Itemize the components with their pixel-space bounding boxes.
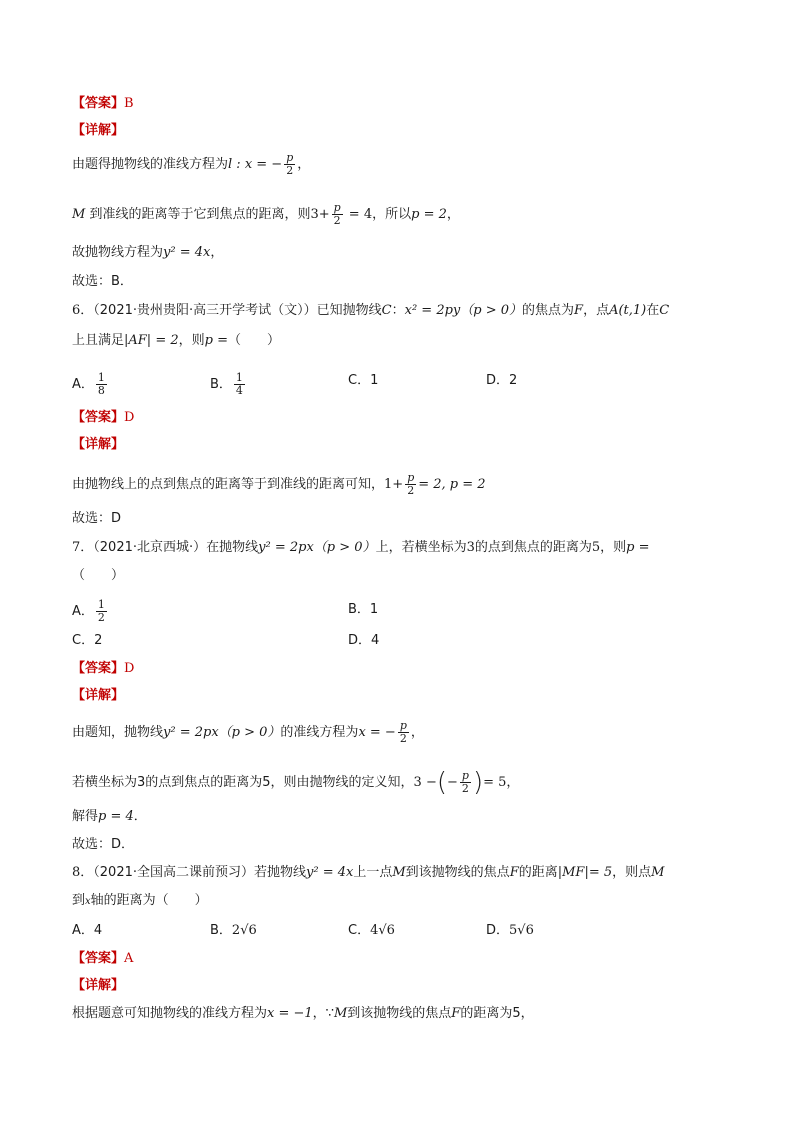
q7-detail-line-3: 解得p = 4． bbox=[72, 809, 147, 824]
q7-detail-line-2: 若横坐标为3的点到焦点的距离为5，则由抛物线的定义知，3 −(− $\frac{p}{2}$ )= 5， bbox=[72, 767, 520, 798]
q8-detail-heading bbox=[72, 977, 124, 995]
fraction: $\frac{p}{2}$ bbox=[286, 151, 294, 177]
q7-stem-line-1: 7．（2021·北京西城·）在抛物线y² = 2px（p > 0）上，若横坐标为3的点到焦点的距离为5，则p = bbox=[72, 540, 650, 555]
answer-label: 【答案】 bbox=[72, 951, 125, 966]
q6-detail-line-1: 由抛物线上的点到焦点的距离等于到准线的距离可知，1+ $\frac{p}{2}$ = 2, p = 2 bbox=[72, 471, 486, 497]
fraction: $\frac{p}{2}$ bbox=[399, 719, 407, 745]
q6-source: （2021·贵州贵阳·高三开学考试（文）） bbox=[93, 303, 317, 318]
fraction: $\frac{1}{2}$ bbox=[97, 598, 105, 624]
detail-label: 【详解】 bbox=[72, 123, 125, 138]
q7-detail-line-1: 由题知，抛物线y² = 2px（p > 0）的准线方程为x = − $\frac{p}{2}$ ， bbox=[72, 719, 424, 745]
fraction: $\frac{p}{2}$ bbox=[461, 769, 469, 795]
q7-answer-value: D bbox=[124, 661, 135, 676]
q6-choice-line: 故选：D bbox=[72, 511, 122, 526]
q5-answer-line bbox=[72, 95, 134, 113]
q8-detail-line-1: 根据题意可知抛物线的准线方程为x = −1，∵M到该抛物线的焦点F的距离为5， bbox=[72, 1006, 534, 1021]
q8-stem-line-1: 8．（2021·全国高二课前预习）若抛物线y² = 4x上一点M到该抛物线的焦点F的距离|MF|= 5，则点M bbox=[72, 865, 665, 880]
q5-detail-heading bbox=[72, 122, 124, 140]
fraction: $\frac{1}{8}$ bbox=[97, 371, 105, 397]
q6-answer-value: D bbox=[124, 410, 135, 425]
q5-answer-value: B bbox=[124, 96, 134, 111]
q5-detail-line-1: 由题得抛物线的准线方程为l : x = − $\frac{p}{2}$ ， bbox=[72, 151, 311, 177]
q6-stem-line-2: 上且满足|AF| = 2，则p =（ ） bbox=[72, 333, 281, 348]
q8-option-a: A．4 bbox=[72, 923, 103, 938]
fraction: $\frac{1}{4}$ bbox=[235, 371, 243, 397]
q6-answer-line bbox=[72, 409, 134, 427]
q7-stem-line-2: （ ） bbox=[72, 568, 125, 583]
q5-detail-line-2: M 到准线的距离等于它到焦点的距离，则3+ $\frac{p}{2}$ = 4，所以p = 2， bbox=[72, 201, 460, 227]
q6-stem-line-1: 6．（2021·贵州贵阳·高三开学考试（文））已知抛物线C：x² = 2py（p > 0）的焦点为F，点A(t,1)在C bbox=[72, 303, 670, 318]
q6-option-a: A． $\frac{1}{8}$ bbox=[72, 371, 105, 397]
detail-label: 【详解】 bbox=[72, 437, 125, 452]
q8-stem-line-2: 到x轴的距离为（ ） bbox=[72, 893, 208, 908]
q7-source: （2021·北京西城·） bbox=[93, 540, 207, 555]
q6-number: 6． bbox=[72, 303, 94, 318]
answer-label: 【答案】 bbox=[72, 661, 125, 676]
q6-option-b: B． $\frac{1}{4}$ bbox=[210, 371, 243, 397]
q6-detail-heading bbox=[72, 436, 124, 454]
detail-label: 【详解】 bbox=[72, 688, 125, 703]
q5-choice-line: 故选：B． bbox=[72, 274, 133, 289]
detail-label: 【详解】 bbox=[72, 978, 125, 993]
q7-option-c: C．2 bbox=[72, 633, 103, 648]
q8-answer-line bbox=[72, 950, 133, 968]
q7-option-a: A． $\frac{1}{2}$ bbox=[72, 598, 105, 624]
q8-source: （2021·全国高二课前预习） bbox=[93, 865, 254, 880]
q8-number: 8． bbox=[72, 865, 94, 880]
q6-option-c: C．1 bbox=[348, 373, 379, 388]
q8-option-b: B．2√6 bbox=[210, 923, 257, 938]
fraction: $\frac{p}{2}$ bbox=[407, 471, 415, 497]
q5-detail-line-3: 故抛物线方程为y² = 4x， bbox=[72, 245, 224, 260]
q7-option-b: B．1 bbox=[348, 602, 379, 617]
fraction: $\frac{p}{2}$ bbox=[333, 201, 341, 227]
q7-answer-line bbox=[72, 660, 134, 678]
q7-choice-line: 故选：D． bbox=[72, 837, 135, 852]
q8-option-d: D．5√6 bbox=[486, 923, 534, 938]
answer-label: 【答案】 bbox=[72, 96, 125, 111]
q6-option-d: D．2 bbox=[486, 373, 518, 388]
q8-answer-value: A bbox=[124, 951, 134, 966]
answer-label: 【答案】 bbox=[72, 410, 125, 425]
q8-option-c: C．4√6 bbox=[348, 923, 395, 938]
q7-detail-heading bbox=[72, 687, 124, 705]
q7-option-d: D．4 bbox=[348, 633, 380, 648]
q7-number: 7． bbox=[72, 540, 94, 555]
